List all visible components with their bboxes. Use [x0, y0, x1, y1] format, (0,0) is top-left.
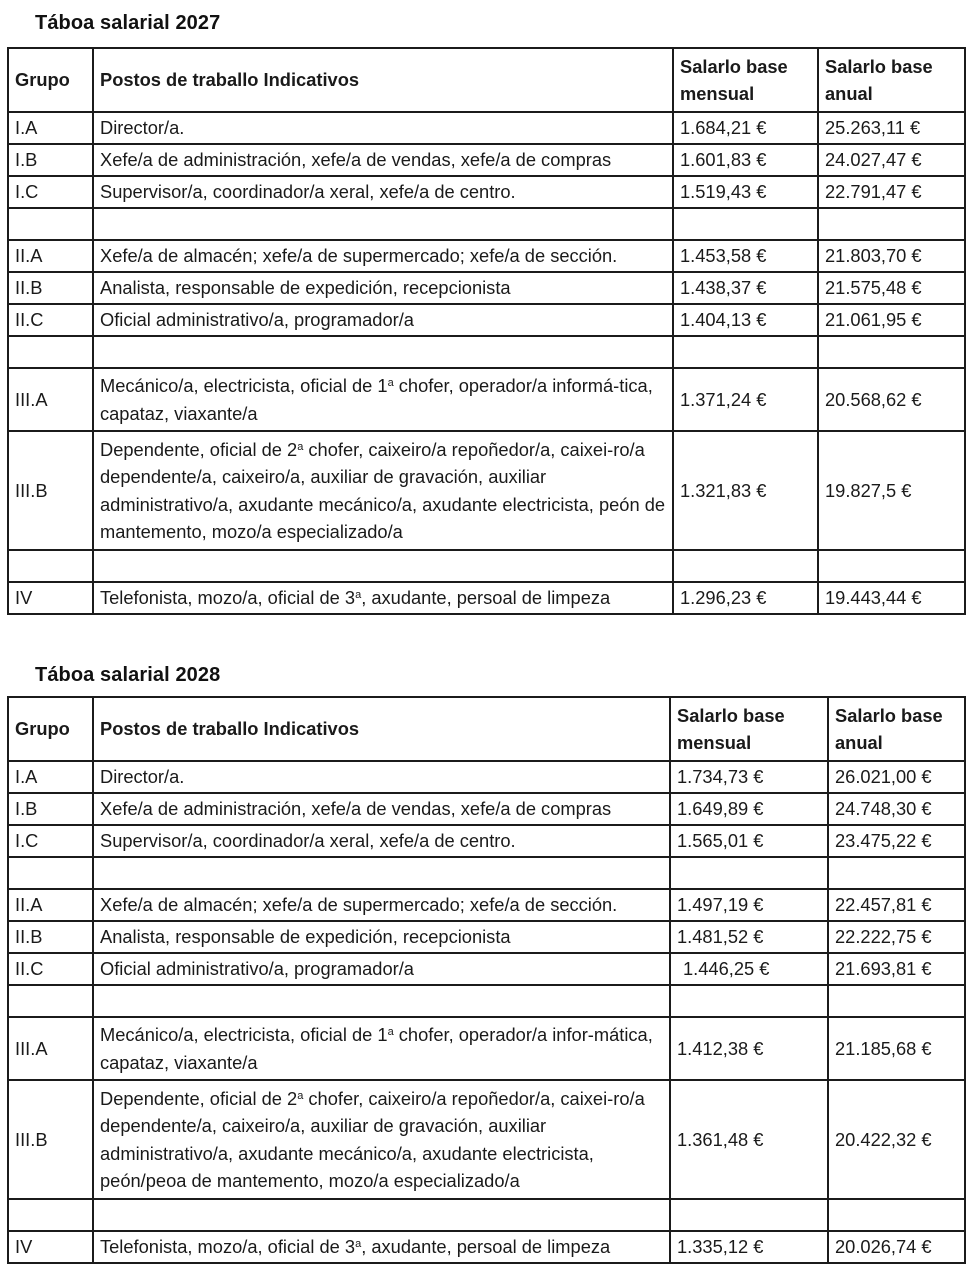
cell-grupo: [8, 208, 93, 240]
cell-postos: [93, 1017, 670, 1080]
table-row: [8, 1080, 965, 1199]
cell-postos: [93, 985, 670, 1017]
cell-anual: [818, 336, 965, 368]
cell-postos: Supervisor/a, coordinador/a xeral, xefe/a de centro.: [93, 825, 670, 857]
cell-grupo: I.A: [8, 112, 93, 144]
ordinal-superscript: a: [355, 1238, 362, 1251]
cell-grupo: I.C: [8, 825, 93, 857]
cell-mensual: 1.361,48 €: [670, 1080, 828, 1199]
cell-grupo: [8, 1199, 93, 1231]
cell-mensual: 1.649,89 €: [670, 793, 828, 825]
salary-table-2028: [7, 696, 966, 1264]
cell-grupo: IV: [8, 1231, 93, 1263]
table-row: [8, 272, 965, 304]
cell-postos: [93, 368, 673, 431]
postos-text-a: Telefonista, mozo/a, oficial de 3: [100, 587, 356, 609]
salary-table-2027: [7, 47, 966, 615]
table-row: [8, 825, 965, 857]
table-row: [8, 761, 965, 793]
ordinal-superscript: a: [355, 589, 362, 602]
ordinal-superscript: a: [297, 440, 304, 453]
table-header-row: [8, 48, 965, 112]
table-row: [8, 953, 965, 985]
cell-mensual: 1.296,23 €: [673, 582, 818, 614]
table-row: [8, 921, 965, 953]
cell-mensual: 1.412,38 €: [670, 1017, 828, 1080]
cell-mensual: 1.404,13 €: [673, 304, 818, 336]
header-postos: Postos de traballo Indicativos: [93, 697, 670, 761]
cell-grupo: II.B: [8, 921, 93, 953]
table-row: [8, 144, 965, 176]
cell-mensual: [673, 336, 818, 368]
cell-anual: 24.027,47 €: [818, 144, 965, 176]
cell-mensual: 1.684,21 €: [673, 112, 818, 144]
header-salario-anual: [828, 697, 965, 761]
table-row-empty: [8, 857, 965, 889]
table-row-empty: [8, 1199, 965, 1231]
cell-postos: Xefe/a de administración, xefe/a de vendas, xefe/a de compras: [93, 144, 673, 176]
cell-postos: Director/a.: [93, 761, 670, 793]
header-postos: Postos de traballo Indicativos: [93, 48, 673, 112]
cell-grupo: [8, 336, 93, 368]
table-row: [8, 176, 965, 208]
postos-text-a: Mecánico/a, electricista, oficial de 1: [100, 1024, 388, 1045]
table-row: [8, 793, 965, 825]
cell-postos: Xefe/a de administración, xefe/a de vendas, xefe/a de compras: [93, 793, 670, 825]
cell-grupo: I.B: [8, 793, 93, 825]
cell-grupo: II.C: [8, 304, 93, 336]
postos-text-a: Dependente, oficial de 2: [100, 438, 298, 460]
postos-text-a: Mecánico/a, electricista, oficial de 1: [100, 375, 388, 396]
cell-grupo: [8, 857, 93, 889]
cell-mensual: 1.601,83 €: [673, 144, 818, 176]
header-salario-mensual: [670, 697, 828, 761]
cell-anual: 24.748,30 €: [828, 793, 965, 825]
cell-anual: 21.693,81 €: [828, 953, 965, 985]
cell-mensual: [673, 208, 818, 240]
cell-anual: 19.827,5 €: [818, 431, 965, 550]
postos-text-a: Telefonista, mozo/a, oficial de 3: [100, 1236, 356, 1258]
cell-mensual: [670, 1199, 828, 1231]
cell-grupo: [8, 985, 93, 1017]
cell-grupo: IV: [8, 582, 93, 614]
cell-postos: Supervisor/a, coordinador/a xeral, xefe/a de centro.: [93, 176, 673, 208]
header-anual-line2: anual: [835, 732, 883, 753]
postos-text-b: , axudante, persoal de limpeza: [361, 587, 611, 609]
cell-anual: 19.443,44 €: [818, 582, 965, 614]
postos-text-b: chofer, operador/a informá-tica, capataz, viaxante/a: [100, 375, 653, 424]
cell-postos: Xefe/a de almacén; xefe/a de supermercado; xefe/a de sección.: [93, 889, 670, 921]
table-row-empty: [8, 550, 965, 582]
cell-mensual: [670, 985, 828, 1017]
ordinal-superscript: a: [387, 1026, 394, 1038]
cell-anual: 21.575,48 €: [818, 272, 965, 304]
cell-postos: [93, 582, 673, 614]
cell-anual: 23.475,22 €: [828, 825, 965, 857]
cell-mensual: 1.371,24 €: [673, 368, 818, 431]
table-row: [8, 889, 965, 921]
cell-grupo: III.A: [8, 1017, 93, 1080]
postos-text-b: chofer, operador/a infor-mática, capataz, viaxante/a: [100, 1024, 653, 1073]
cell-postos: Oficial administrativo/a, programador/a: [93, 304, 673, 336]
cell-postos: Analista, responsable de expedición, recepcionista: [93, 921, 670, 953]
cell-anual: 21.061,95 €: [818, 304, 965, 336]
cell-grupo: II.B: [8, 272, 93, 304]
cell-anual: [828, 1199, 965, 1231]
table-row: [8, 240, 965, 272]
cell-mensual: 1.734,73 €: [670, 761, 828, 793]
cell-postos: Analista, responsable de expedición, recepcionista: [93, 272, 673, 304]
cell-grupo: III.B: [8, 1080, 93, 1199]
cell-anual: 20.026,74 €: [828, 1231, 965, 1263]
table-row: [8, 1231, 965, 1263]
cell-mensual: [670, 857, 828, 889]
header-mensual-line2: mensual: [677, 732, 752, 753]
table-row: [8, 582, 965, 614]
cell-postos: [93, 336, 673, 368]
cell-postos: [93, 431, 673, 550]
header-mensual-line2: mensual: [680, 83, 755, 104]
cell-mensual: 1.453,58 €: [673, 240, 818, 272]
cell-anual: [828, 985, 965, 1017]
header-grupo: Grupo: [8, 48, 93, 112]
cell-postos: Xefe/a de almacén; xefe/a de supermercado; xefe/a de sección.: [93, 240, 673, 272]
table-title-2027: Táboa salarial 2027: [35, 12, 221, 34]
table-row-empty: [8, 208, 965, 240]
cell-postos: [93, 1199, 670, 1231]
header-anual-line2: anual: [825, 83, 873, 104]
header-mensual-line1: Salarlo base: [677, 704, 785, 726]
cell-mensual: 1.446,25 €: [670, 953, 828, 985]
cell-anual: 20.568,62 €: [818, 368, 965, 431]
header-mensual-line1: Salarlo base: [680, 55, 788, 77]
cell-grupo: II.A: [8, 889, 93, 921]
table-row: [8, 112, 965, 144]
cell-grupo: [8, 550, 93, 582]
cell-grupo: I.C: [8, 176, 93, 208]
cell-anual: 26.021,00 €: [828, 761, 965, 793]
cell-mensual: 1.519,43 €: [673, 176, 818, 208]
ordinal-superscript: a: [297, 1089, 304, 1102]
postos-text-a: Dependente, oficial de 2: [100, 1087, 298, 1109]
cell-grupo: I.B: [8, 144, 93, 176]
header-salario-anual: [818, 48, 965, 112]
cell-mensual: 1.335,12 €: [670, 1231, 828, 1263]
postos-text-b: , axudante, persoal de limpeza: [361, 1236, 611, 1258]
cell-postos: Oficial administrativo/a, programador/a: [93, 953, 670, 985]
header-grupo: Grupo: [8, 697, 93, 761]
cell-mensual: 1.481,52 €: [670, 921, 828, 953]
cell-mensual: 1.438,37 €: [673, 272, 818, 304]
table-row-empty: [8, 336, 965, 368]
cell-grupo: II.A: [8, 240, 93, 272]
cell-anual: 22.791,47 €: [818, 176, 965, 208]
table-row-empty: [8, 985, 965, 1017]
cell-anual: [818, 208, 965, 240]
ordinal-superscript: a: [387, 377, 394, 389]
table-title-2028: Táboa salarial 2028: [35, 664, 221, 686]
cell-mensual: 1.321,83 €: [673, 431, 818, 550]
cell-postos: [93, 1231, 670, 1263]
header-anual-line1: Salarlo base: [825, 55, 933, 77]
cell-anual: 20.422,32 €: [828, 1080, 965, 1199]
cell-anual: 21.803,70 €: [818, 240, 965, 272]
cell-anual: 21.185,68 €: [828, 1017, 965, 1080]
cell-grupo: II.C: [8, 953, 93, 985]
cell-postos: [93, 1080, 670, 1199]
cell-mensual: 1.565,01 €: [670, 825, 828, 857]
cell-anual: 22.457,81 €: [828, 889, 965, 921]
cell-postos: Director/a.: [93, 112, 673, 144]
table-row: [8, 368, 965, 431]
cell-postos: [93, 550, 673, 582]
cell-mensual: 1.497,19 €: [670, 889, 828, 921]
header-salario-mensual: [673, 48, 818, 112]
cell-postos: [93, 208, 673, 240]
cell-grupo: III.A: [8, 368, 93, 431]
table-row: [8, 431, 965, 550]
table-row: [8, 304, 965, 336]
cell-anual: 22.222,75 €: [828, 921, 965, 953]
postos-text-b: chofer, caixeiro/a repoñedor/a, caixei-ro/a dependente/a, caixeiro/a, auxiliar de gravación, auxiliar administrativo/a, axudante mecánico/a, axudante electricista, peón de mantemento, mozo/a especializado/a: [100, 438, 666, 542]
table-row: [8, 1017, 965, 1080]
header-anual-line1: Salarlo base: [835, 704, 943, 726]
cell-mensual: [673, 550, 818, 582]
cell-postos: [93, 857, 670, 889]
table-header-row: [8, 697, 965, 761]
cell-anual: [828, 857, 965, 889]
cell-grupo: I.A: [8, 761, 93, 793]
cell-grupo: III.B: [8, 431, 93, 550]
cell-anual: 25.263,11 €: [818, 112, 965, 144]
cell-anual: [818, 550, 965, 582]
postos-text-b: chofer, caixeiro/a repoñedor/a, caixei-ro/a dependente/a, caixeiro/a, auxiliar de gravación, auxiliar administrativo/a, axudante mecánico/a, axudante electricista, peón/peoa de mantemento, mozo/a especializado/a: [100, 1087, 645, 1191]
